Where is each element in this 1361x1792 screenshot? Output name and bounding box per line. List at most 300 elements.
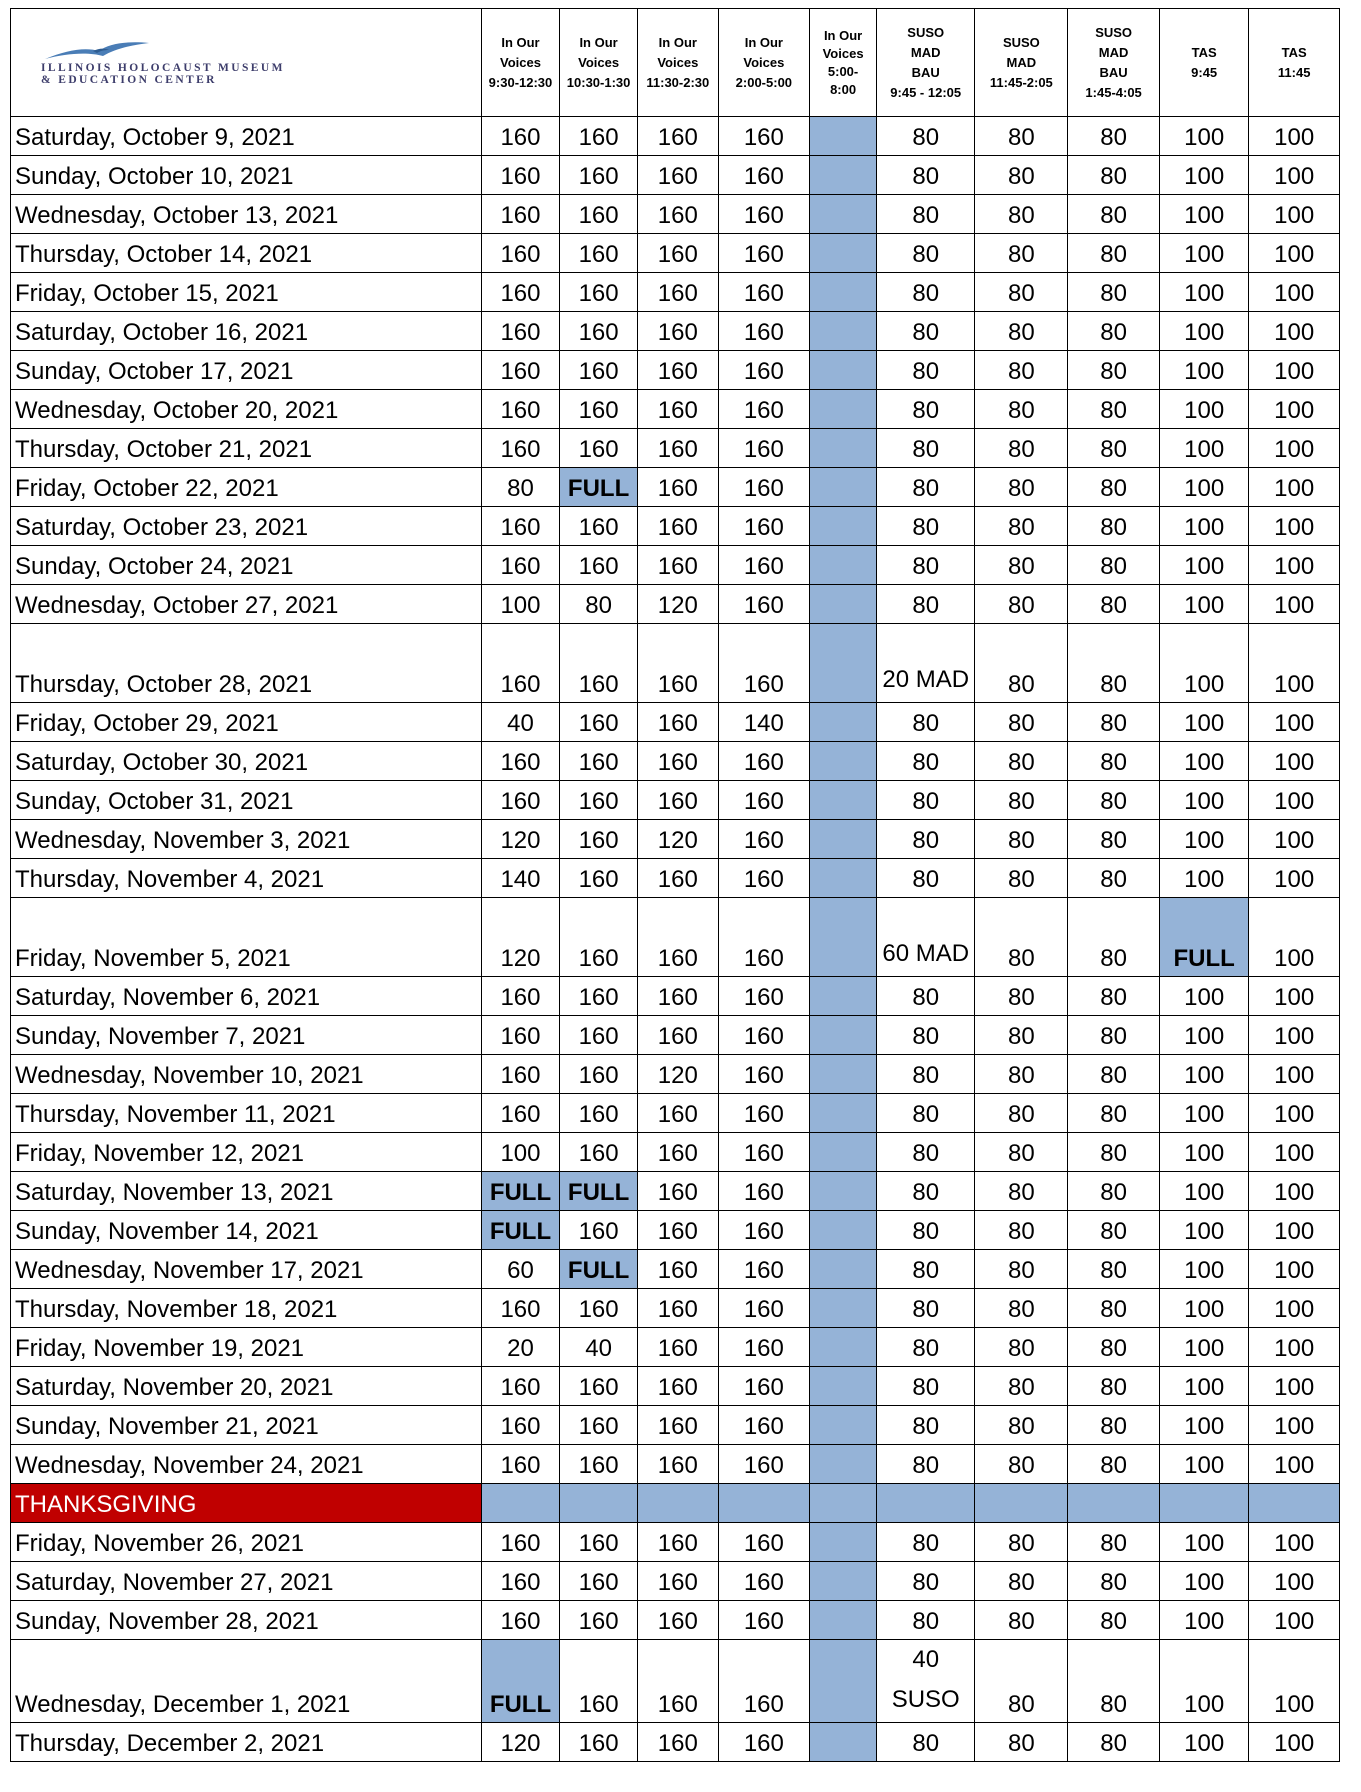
capacity-cell: 80 <box>975 1367 1068 1406</box>
capacity-cell: 80 <box>1068 781 1160 820</box>
column-header-line: SUSO <box>1002 34 1040 50</box>
capacity-cell: 100 <box>1249 977 1340 1016</box>
column-header-line: MAD <box>1098 44 1129 60</box>
blocked-cell <box>810 468 877 507</box>
table-row <box>11 1094 1340 1133</box>
date-cell: Wednesday, December 1, 2021 <box>11 1640 482 1723</box>
capacity-cell: 160 <box>560 1723 638 1762</box>
blocked-cell <box>810 117 877 156</box>
capacity-cell: 160 <box>638 1601 718 1640</box>
blocked-cell <box>810 1723 877 1762</box>
blocked-cell <box>810 898 877 977</box>
capacity-cell: 160 <box>718 585 810 624</box>
full-cell: FULL <box>560 468 638 507</box>
capacity-cell: 80 <box>975 1640 1068 1723</box>
capacity-cell: 160 <box>638 507 718 546</box>
column-header-line: 11:30-2:30 <box>646 74 710 90</box>
blocked-cell <box>810 703 877 742</box>
date-cell: Saturday, November 13, 2021 <box>11 1172 482 1211</box>
logo-cell <box>11 9 482 117</box>
capacity-cell: 100 <box>1159 1445 1248 1484</box>
capacity-cell: 80 <box>876 390 974 429</box>
capacity-cell: 80 <box>876 1289 974 1328</box>
capacity-cell: 160 <box>638 312 718 351</box>
date-cell: Wednesday, November 17, 2021 <box>11 1250 482 1289</box>
availability-table <box>10 8 1340 1762</box>
capacity-cell: 80 <box>876 507 974 546</box>
table-row <box>11 1406 1340 1445</box>
capacity-cell: 100 <box>1159 1016 1248 1055</box>
capacity-cell: 160 <box>481 156 559 195</box>
blocked-cell <box>810 1523 877 1562</box>
capacity-cell: 80 <box>1068 1723 1160 1762</box>
capacity-cell: 100 <box>1159 1289 1248 1328</box>
capacity-cell: 100 <box>1249 117 1340 156</box>
capacity-cell: 160 <box>481 1367 559 1406</box>
capacity-cell: 80 <box>1068 429 1160 468</box>
capacity-cell: 100 <box>481 585 559 624</box>
blocked-cell <box>810 234 877 273</box>
blocked-cell <box>1068 1484 1160 1523</box>
capacity-cell: 160 <box>718 351 810 390</box>
capacity-cell: 160 <box>718 156 810 195</box>
capacity-cell: 160 <box>638 624 718 703</box>
blocked-cell <box>810 273 877 312</box>
table-row <box>11 546 1340 585</box>
blocked-cell <box>810 195 877 234</box>
capacity-cell: 80 <box>1068 585 1160 624</box>
capacity-cell: 80 <box>876 1367 974 1406</box>
blocked-cell <box>810 624 877 703</box>
capacity-cell: 80 <box>1068 1094 1160 1133</box>
capacity-cell: 80 <box>876 351 974 390</box>
capacity-cell: 160 <box>718 468 810 507</box>
column-header-line: BAU <box>911 64 940 80</box>
column-header-line: 9:45 <box>1191 64 1218 80</box>
capacity-cell: 80 <box>975 1094 1068 1133</box>
capacity-cell: 120 <box>481 1723 559 1762</box>
capacity-cell: 80 <box>1068 234 1160 273</box>
capacity-cell: 160 <box>638 429 718 468</box>
column-header <box>1159 9 1248 117</box>
capacity-cell: 80 <box>1068 273 1160 312</box>
capacity-cell: 80 <box>975 1723 1068 1762</box>
table-row <box>11 1640 1340 1723</box>
capacity-cell: 80 <box>876 585 974 624</box>
capacity-cell: 160 <box>560 390 638 429</box>
date-cell: Thursday, October 21, 2021 <box>11 429 482 468</box>
capacity-cell: 80 <box>975 1250 1068 1289</box>
blocked-cell <box>481 1484 559 1523</box>
blocked-cell <box>810 1367 877 1406</box>
capacity-cell: 80 <box>876 429 974 468</box>
capacity-cell: 100 <box>1159 1562 1248 1601</box>
capacity-cell: 160 <box>718 1016 810 1055</box>
table-row <box>11 234 1340 273</box>
capacity-cell: 100 <box>1249 1601 1340 1640</box>
capacity-cell: 80 <box>876 1094 974 1133</box>
date-cell: Friday, October 29, 2021 <box>11 703 482 742</box>
capacity-cell: 80 <box>975 624 1068 703</box>
capacity-cell: 80 <box>1068 742 1160 781</box>
blocked-cell <box>810 1055 877 1094</box>
capacity-cell: 160 <box>638 1289 718 1328</box>
capacity-cell: 160 <box>560 1055 638 1094</box>
capacity-cell: 80 <box>1068 1445 1160 1484</box>
capacity-cell: 100 <box>1159 781 1248 820</box>
capacity-cell: 100 <box>1159 468 1248 507</box>
capacity-cell: 80 <box>975 820 1068 859</box>
capacity-cell: 100 <box>1159 1367 1248 1406</box>
capacity-cell: 40 <box>481 703 559 742</box>
capacity-cell: 80 <box>1068 1523 1160 1562</box>
capacity-cell: 80 <box>975 1133 1068 1172</box>
date-cell: Thursday, November 18, 2021 <box>11 1289 482 1328</box>
capacity-cell: 160 <box>638 742 718 781</box>
blocked-cell <box>810 1328 877 1367</box>
capacity-cell: 160 <box>481 1094 559 1133</box>
table-row <box>11 1484 1340 1523</box>
capacity-cell: 80 <box>1068 546 1160 585</box>
column-header-line: Voices <box>822 45 864 61</box>
column-header <box>638 9 718 117</box>
column-header-line: In Our <box>658 34 697 50</box>
capacity-cell: 80 <box>1068 1328 1160 1367</box>
capacity-cell: 160 <box>481 390 559 429</box>
capacity-cell: 80 <box>876 312 974 351</box>
capacity-cell: 80 <box>1068 1211 1160 1250</box>
capacity-cell: 80 <box>876 1211 974 1250</box>
capacity-cell: 100 <box>1159 273 1248 312</box>
capacity-cell: 160 <box>718 1328 810 1367</box>
table-row <box>11 1172 1340 1211</box>
capacity-cell: 80 <box>1068 703 1160 742</box>
capacity-cell: 160 <box>718 1601 810 1640</box>
capacity-cell: 80 <box>1068 351 1160 390</box>
blocked-cell <box>810 351 877 390</box>
column-header-line: 1:45-4:05 <box>1085 84 1142 100</box>
table-row <box>11 1133 1340 1172</box>
blocked-cell <box>810 1172 877 1211</box>
column-header <box>876 9 974 117</box>
date-cell: Thursday, October 14, 2021 <box>11 234 482 273</box>
capacity-cell: 100 <box>1159 195 1248 234</box>
capacity-cell: 100 <box>1159 429 1248 468</box>
date-cell: Thursday, November 11, 2021 <box>11 1094 482 1133</box>
capacity-cell: 100 <box>1249 1250 1340 1289</box>
capacity-cell: 80 <box>1068 468 1160 507</box>
table-row <box>11 703 1340 742</box>
column-header-line: TAS <box>1191 44 1217 60</box>
capacity-cell: 100 <box>1249 1562 1340 1601</box>
capacity-cell: 160 <box>560 117 638 156</box>
capacity-cell: 20 <box>481 1328 559 1367</box>
capacity-cell: 160 <box>638 195 718 234</box>
capacity-cell: 100 <box>1249 273 1340 312</box>
table-row <box>11 429 1340 468</box>
date-cell: Wednesday, October 13, 2021 <box>11 195 482 234</box>
capacity-cell: 160 <box>481 273 559 312</box>
capacity-cell: 80 <box>1068 117 1160 156</box>
capacity-cell: 160 <box>560 820 638 859</box>
capacity-cell: 80 <box>1068 859 1160 898</box>
capacity-cell: 160 <box>718 1406 810 1445</box>
capacity-cell: 80 <box>876 977 974 1016</box>
column-header-line: BAU <box>1099 64 1128 80</box>
capacity-cell: 80 <box>975 1289 1068 1328</box>
capacity-cell: 80 <box>975 234 1068 273</box>
capacity-cell: 160 <box>638 1640 718 1723</box>
header-row <box>11 9 1340 117</box>
capacity-cell: 160 <box>638 1094 718 1133</box>
capacity-cell: 100 <box>1249 234 1340 273</box>
table-row <box>11 507 1340 546</box>
capacity-cell: 160 <box>481 351 559 390</box>
table-body <box>11 117 1340 1762</box>
blocked-cell <box>810 781 877 820</box>
capacity-cell: 160 <box>638 898 718 977</box>
date-cell: Wednesday, November 10, 2021 <box>11 1055 482 1094</box>
capacity-cell: 80 <box>876 195 974 234</box>
capacity-cell: 80 <box>975 1601 1068 1640</box>
capacity-cell: 80 <box>876 781 974 820</box>
capacity-cell: 80 <box>1068 1289 1160 1328</box>
capacity-cell: 160 <box>481 1523 559 1562</box>
date-cell: Saturday, October 9, 2021 <box>11 117 482 156</box>
column-header-line: TAS <box>1281 44 1307 60</box>
capacity-cell: 160 <box>560 898 638 977</box>
capacity-cell: 120 <box>481 820 559 859</box>
table-row <box>11 781 1340 820</box>
capacity-cell: 160 <box>718 1723 810 1762</box>
capacity-cell: 160 <box>718 1523 810 1562</box>
column-header-line: In Our <box>501 34 540 50</box>
date-cell: Saturday, November 6, 2021 <box>11 977 482 1016</box>
column-header <box>1068 9 1160 117</box>
capacity-cell: 160 <box>718 1211 810 1250</box>
capacity-cell: 160 <box>638 1723 718 1762</box>
capacity-cell: 80 <box>975 156 1068 195</box>
capacity-cell: 80 <box>876 1406 974 1445</box>
capacity-cell: 160 <box>718 546 810 585</box>
blocked-cell <box>1159 1484 1248 1523</box>
capacity-cell: 160 <box>560 234 638 273</box>
capacity-cell: 100 <box>1249 742 1340 781</box>
capacity-cell: 160 <box>560 1133 638 1172</box>
capacity-cell: 160 <box>638 1172 718 1211</box>
capacity-cell: 160 <box>638 977 718 1016</box>
capacity-cell: 160 <box>481 1445 559 1484</box>
capacity-cell: 160 <box>718 195 810 234</box>
column-header <box>718 9 810 117</box>
capacity-cell: 100 <box>1249 1328 1340 1367</box>
capacity-cell: 160 <box>718 742 810 781</box>
blocked-cell <box>810 1250 877 1289</box>
capacity-cell: 100 <box>1249 1367 1340 1406</box>
capacity-cell: 160 <box>560 1016 638 1055</box>
date-cell: Saturday, November 27, 2021 <box>11 1562 482 1601</box>
capacity-cell: 160 <box>560 1094 638 1133</box>
capacity-cell: 160 <box>481 624 559 703</box>
table-row <box>11 156 1340 195</box>
museum-logo <box>11 40 481 86</box>
capacity-cell: 100 <box>1159 624 1248 703</box>
date-cell: Saturday, October 30, 2021 <box>11 742 482 781</box>
capacity-cell: 160 <box>638 1562 718 1601</box>
column-header-line: Voices <box>500 54 541 70</box>
capacity-cell: 80 <box>975 703 1068 742</box>
blocked-cell <box>810 1289 877 1328</box>
capacity-cell: 160 <box>718 781 810 820</box>
table-row <box>11 1562 1340 1601</box>
capacity-cell: 160 <box>718 312 810 351</box>
capacity-cell: 100 <box>1249 1640 1340 1723</box>
capacity-cell: 160 <box>560 546 638 585</box>
table-row <box>11 624 1340 703</box>
capacity-cell: 80 <box>975 1211 1068 1250</box>
capacity-cell: 80 <box>1068 1562 1160 1601</box>
capacity-cell: 160 <box>638 156 718 195</box>
holiday-label: THANKSGIVING <box>11 1484 482 1523</box>
capacity-cell: 80 <box>975 742 1068 781</box>
note-cell: 20 MAD <box>876 624 974 703</box>
date-cell: Saturday, October 16, 2021 <box>11 312 482 351</box>
capacity-cell: 160 <box>718 859 810 898</box>
capacity-cell: 160 <box>560 429 638 468</box>
date-cell: Friday, October 15, 2021 <box>11 273 482 312</box>
capacity-cell: 100 <box>1249 820 1340 859</box>
capacity-cell: 160 <box>718 977 810 1016</box>
capacity-cell: 100 <box>1249 1406 1340 1445</box>
column-header <box>560 9 638 117</box>
capacity-cell: 160 <box>638 1211 718 1250</box>
capacity-cell: 160 <box>481 1562 559 1601</box>
capacity-cell: 160 <box>718 820 810 859</box>
blocked-cell <box>810 820 877 859</box>
date-cell: Friday, October 22, 2021 <box>11 468 482 507</box>
date-cell: Thursday, November 4, 2021 <box>11 859 482 898</box>
capacity-cell: 80 <box>1068 1172 1160 1211</box>
capacity-cell: 100 <box>1159 859 1248 898</box>
capacity-cell: 160 <box>560 859 638 898</box>
capacity-cell: 160 <box>718 1367 810 1406</box>
capacity-cell: 160 <box>638 1133 718 1172</box>
column-header-line: 8:00 <box>830 81 857 97</box>
table-row <box>11 1723 1340 1762</box>
capacity-cell: 160 <box>718 234 810 273</box>
date-cell: Wednesday, October 20, 2021 <box>11 390 482 429</box>
capacity-cell: 160 <box>718 117 810 156</box>
blocked-cell <box>810 1640 877 1723</box>
capacity-cell: 100 <box>1159 1172 1248 1211</box>
full-cell: FULL <box>481 1172 559 1211</box>
capacity-cell: 80 <box>876 1601 974 1640</box>
capacity-cell: 100 <box>1159 1211 1248 1250</box>
capacity-cell: 160 <box>481 234 559 273</box>
table-row <box>11 1250 1340 1289</box>
capacity-cell: 80 <box>975 429 1068 468</box>
blocked-cell <box>638 1484 718 1523</box>
capacity-cell: 160 <box>638 1445 718 1484</box>
capacity-cell: 80 <box>876 468 974 507</box>
capacity-cell: 80 <box>975 195 1068 234</box>
capacity-cell: 80 <box>975 585 1068 624</box>
capacity-cell: 100 <box>1249 468 1340 507</box>
blocked-cell <box>810 429 877 468</box>
blocked-cell <box>810 1406 877 1445</box>
column-header-line: Voices <box>578 54 620 70</box>
column-header-line: 9:30-12:30 <box>488 74 553 90</box>
column-header <box>1249 9 1340 117</box>
capacity-cell: 80 <box>876 1133 974 1172</box>
date-cell: Sunday, October 31, 2021 <box>11 781 482 820</box>
capacity-cell: 160 <box>481 781 559 820</box>
capacity-cell: 80 <box>975 1172 1068 1211</box>
blocked-cell <box>810 1601 877 1640</box>
capacity-cell: 100 <box>1159 390 1248 429</box>
capacity-cell: 160 <box>718 1094 810 1133</box>
capacity-cell: 160 <box>481 977 559 1016</box>
capacity-cell: 80 <box>975 977 1068 1016</box>
date-cell: Sunday, November 7, 2021 <box>11 1016 482 1055</box>
capacity-cell: 160 <box>718 390 810 429</box>
capacity-cell: 80 <box>876 1562 974 1601</box>
capacity-cell: 100 <box>1249 1055 1340 1094</box>
capacity-cell: 160 <box>638 1367 718 1406</box>
capacity-cell: 80 <box>1068 312 1160 351</box>
capacity-cell: 160 <box>481 1406 559 1445</box>
capacity-cell: 80 <box>975 273 1068 312</box>
capacity-cell: 160 <box>560 1640 638 1723</box>
capacity-cell: 80 <box>1068 820 1160 859</box>
capacity-cell: 160 <box>718 1250 810 1289</box>
capacity-cell: 160 <box>560 1289 638 1328</box>
capacity-cell: 160 <box>638 1328 718 1367</box>
capacity-cell: 100 <box>1159 1723 1248 1762</box>
blocked-cell <box>810 1445 877 1484</box>
capacity-cell: 100 <box>1159 312 1248 351</box>
capacity-cell: 160 <box>560 781 638 820</box>
blocked-cell <box>810 585 877 624</box>
note-cell: 60 MAD <box>876 898 974 977</box>
capacity-cell: 160 <box>560 1523 638 1562</box>
capacity-cell: 100 <box>1159 1250 1248 1289</box>
table-row <box>11 390 1340 429</box>
capacity-cell: 80 <box>975 1406 1068 1445</box>
capacity-cell: 140 <box>718 703 810 742</box>
column-header <box>810 9 877 117</box>
capacity-cell: 100 <box>1249 585 1340 624</box>
date-cell: Sunday, October 10, 2021 <box>11 156 482 195</box>
table-row <box>11 351 1340 390</box>
date-cell: Saturday, November 20, 2021 <box>11 1367 482 1406</box>
table-row <box>11 859 1340 898</box>
table-row <box>11 1601 1340 1640</box>
table-row <box>11 820 1340 859</box>
capacity-cell: 80 <box>975 1016 1068 1055</box>
capacity-cell: 100 <box>1159 1133 1248 1172</box>
capacity-cell: 80 <box>975 546 1068 585</box>
capacity-cell: 160 <box>718 1172 810 1211</box>
capacity-cell: 80 <box>1068 1367 1160 1406</box>
table-row <box>11 195 1340 234</box>
capacity-cell: 160 <box>560 703 638 742</box>
capacity-cell: 80 <box>876 1523 974 1562</box>
capacity-cell: 160 <box>481 117 559 156</box>
blocked-cell <box>810 1094 877 1133</box>
full-cell: FULL <box>560 1172 638 1211</box>
capacity-cell: 80 <box>1068 1640 1160 1723</box>
